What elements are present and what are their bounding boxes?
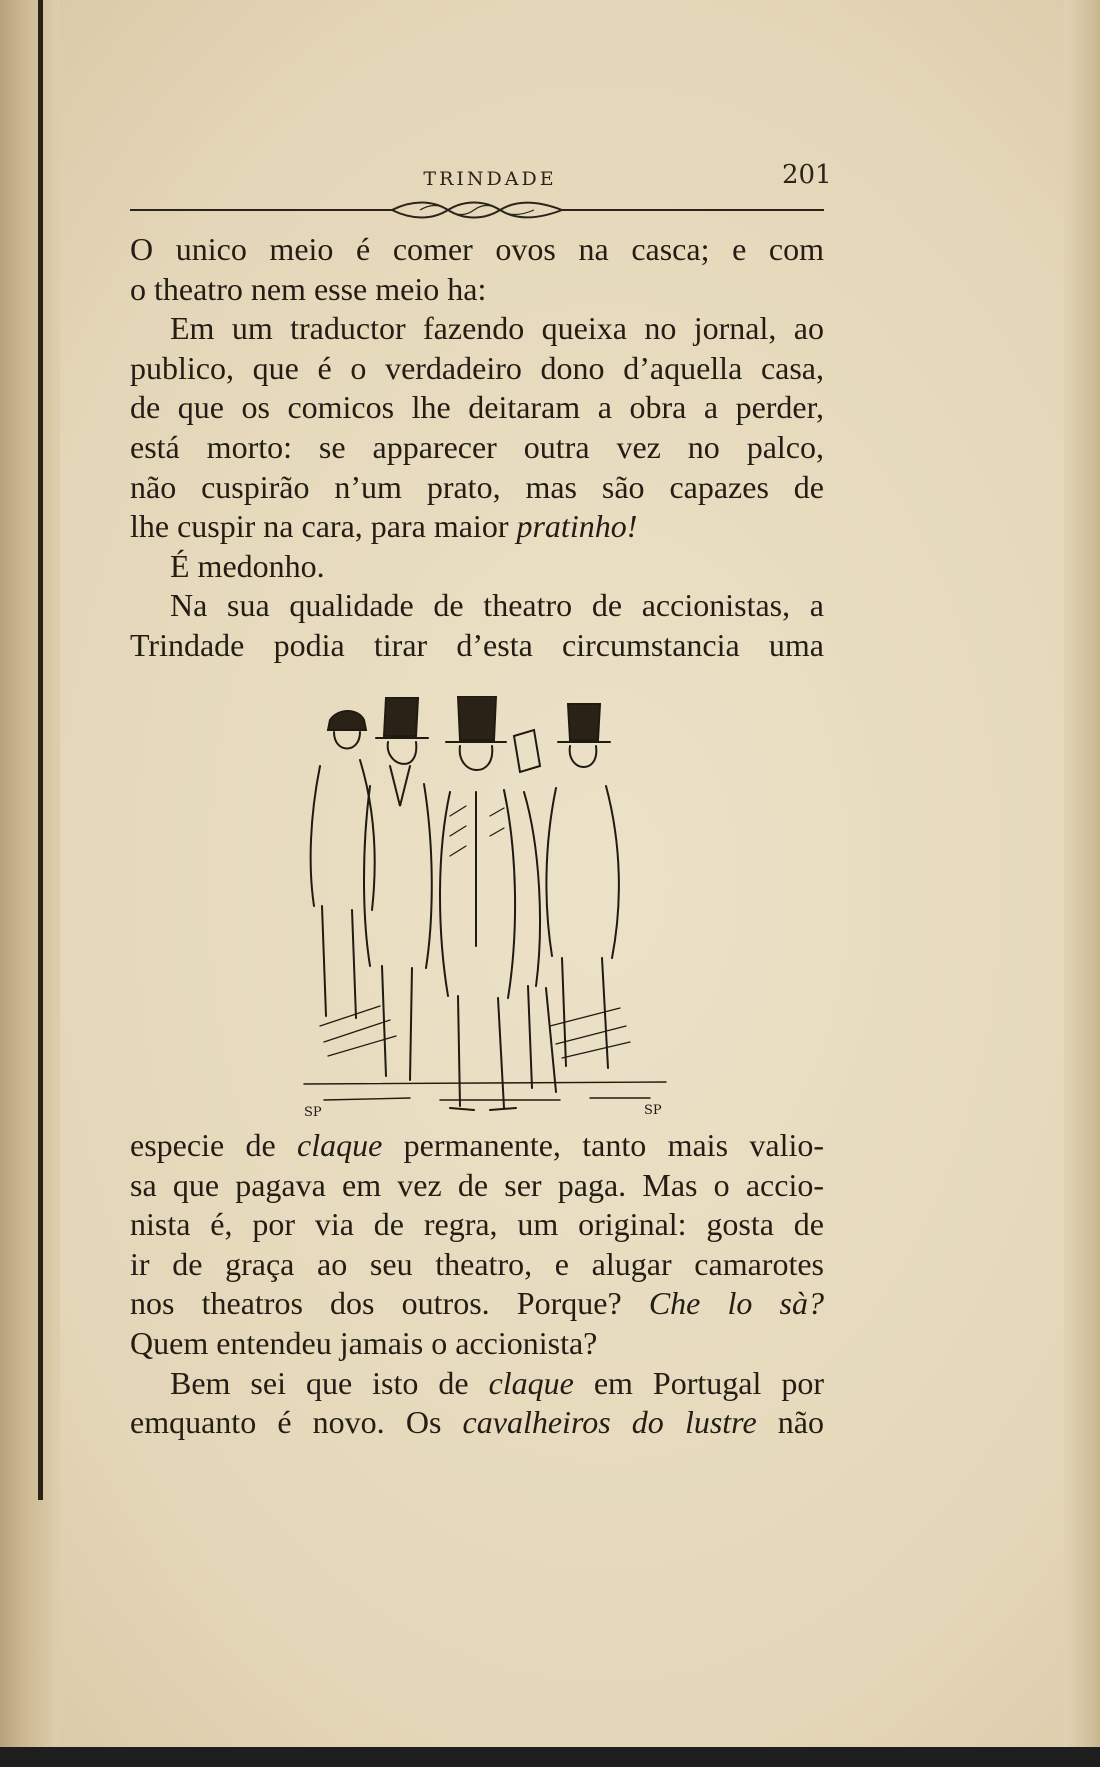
page-gutter: [0, 0, 60, 1767]
text-line: Na sua qualidade de theatro de accionistas, a: [170, 587, 824, 624]
italic-text: pratinho!: [516, 508, 638, 545]
text-line: nista é, por via de regra, um original: gosta de: [130, 1206, 824, 1243]
text-line: [130, 1126, 824, 1166]
text-run: em Portugal por: [573, 1364, 825, 1401]
text-line: não cuspirão n’um prato, mas são capazes de: [130, 468, 824, 505]
italic-text: cavalheiros do lustre: [462, 1404, 757, 1441]
text-line: o theatro nem esse meio ha:: [130, 270, 487, 307]
page-number: 201: [782, 160, 832, 190]
text-run: não: [756, 1404, 825, 1441]
engraving-illustration: [300, 696, 670, 1118]
italic-text: claque: [297, 1127, 383, 1163]
text-line: sa que pagava em vez de ser paga. Mas o accio-: [130, 1166, 824, 1203]
text-line: [130, 507, 824, 547]
binding-edge: [38, 0, 43, 1500]
italic-text: claque: [488, 1364, 574, 1401]
text-line: ir de graça ao seu theatro, e alugar camarotes: [130, 1245, 824, 1282]
text-run: lhe cuspir na cara, para maior: [130, 508, 517, 545]
text-run: permanente, tanto mais valio-: [382, 1127, 825, 1163]
scan-border: [0, 1747, 1100, 1767]
text-line: de que os comicos lhe deitaram a obra a perder,: [130, 389, 824, 426]
figure-group: [304, 696, 666, 1110]
text-line: [130, 1364, 824, 1404]
text-line: Trindade podia tirar d’esta circumstancia uma: [130, 626, 824, 663]
text-line: Quem entendeu jamais o accionista?: [130, 1324, 598, 1361]
text-run: especie de: [130, 1127, 298, 1163]
text-line: está morto: se apparecer outra vez no palco,: [130, 428, 824, 465]
body-text-top: [130, 230, 824, 666]
text-line: [130, 1284, 824, 1324]
text-run: Bem sei que isto de: [170, 1364, 489, 1401]
running-title: TRINDADE: [423, 168, 557, 190]
italic-text: Che lo sà?: [648, 1285, 825, 1322]
artist-signature-left: SP: [304, 1105, 322, 1118]
text-line: É medonho.: [170, 547, 325, 584]
text-run: emquanto é novo. Os: [130, 1404, 463, 1441]
artist-signature-right: SP: [644, 1103, 662, 1118]
text-line: publico, que é o verdadeiro dono d’aquella casa,: [130, 349, 824, 386]
ornamental-rule: [130, 196, 824, 224]
text-run: nos theatros dos outros. Porque?: [130, 1285, 649, 1322]
text-line: O unico meio é comer ovos na casca; e com: [130, 231, 824, 267]
page-right-edge: [1064, 0, 1100, 1767]
body-text-bottom: [130, 1126, 824, 1443]
text-line: Em um traductor fazendo queixa no jornal, ao: [170, 310, 824, 347]
text-line: [130, 1403, 824, 1443]
